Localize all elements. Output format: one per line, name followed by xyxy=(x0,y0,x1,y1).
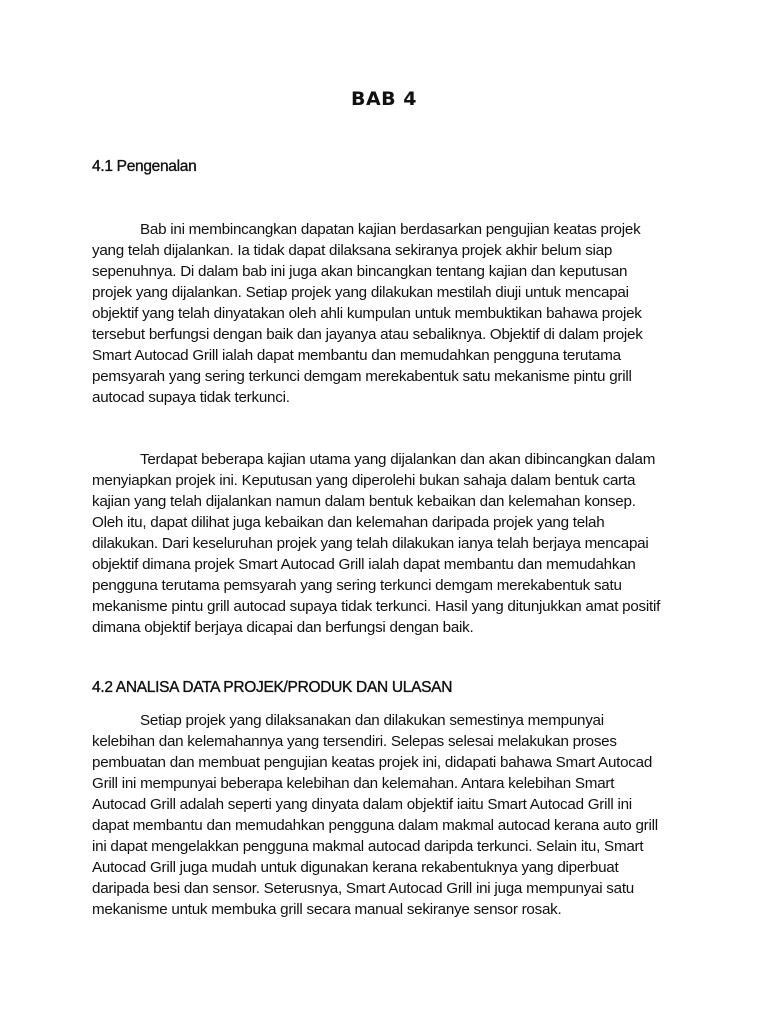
paragraph-line: dapat membantu dan memudahkan pengguna dalam makmal autocad kerana auto grill xyxy=(92,817,658,834)
paragraph-line: Autocad Grill adalah seperti yang dinyata dalam objektif iaitu Smart Autocad Grill ini xyxy=(92,796,632,813)
chapter-title: BAB 4 xyxy=(350,88,417,110)
paragraph-line: objektif yang telah dinyatakan oleh ahli kumpulan untuk membuktikan bahawa projek xyxy=(92,305,642,322)
paragraph-line: pengguna terutama pemsyarah yang sering terkunci demgam merekabentuk satu xyxy=(92,577,622,594)
paragraph-line: Grill ini mempunyai beberapa kelebihan dan kelemahan. Antara kelebihan Smart xyxy=(92,775,615,792)
paragraph-line: Autocad Grill juga mudah untuk digunakan kerana rekabentuknya yang diperbuat xyxy=(92,859,619,876)
paragraph-line: dimana objektif berjaya dicapai dan berfungsi dengan baik. xyxy=(92,619,474,636)
paragraph-line: pembuatan dan membuat pengujian keatas projek ini, didapati bahawa Smart Autocad xyxy=(92,754,653,771)
paragraph-line: menyiapkan projek ini. Keputusan yang diperolehi bukan sahaja dalam bentuk carta xyxy=(92,472,636,489)
paragraph-line: objektif dimana projek Smart Autocad Grill ialah dapat membantu dan memudahkan xyxy=(92,556,636,573)
section-heading-pengenalan: 4.1 Pengenalan xyxy=(92,158,197,175)
paragraph-line: mekanisme pintu grill autocad supaya tidak terkunci. Hasil yang ditunjukkan amat positif xyxy=(92,598,661,615)
paragraph-analysis-1 xyxy=(92,710,672,920)
paragraph-introduction-1 xyxy=(92,219,672,408)
paragraph-introduction-2 xyxy=(92,449,672,638)
paragraph-line: Setiap projek yang dilaksanakan dan dilakukan semestinya mempunyai xyxy=(140,712,604,729)
paragraph-line: Oleh itu, dapat dilihat juga kebaikan dan kelemahan daripada projek yang telah xyxy=(92,514,605,531)
paragraph-line: daripada besi dan sensor. Seterusnya, Smart Autocad Grill ini juga mempunyai satu xyxy=(92,880,634,897)
paragraph-line: Terdapat beberapa kajian utama yang dijalankan dan akan dibincangkan dalam xyxy=(140,451,656,468)
paragraph-line: projek yang dijalankan. Setiap projek yang dilakukan mestilah diuji untuk mencapai xyxy=(92,284,629,301)
paragraph-line: sepenuhnya. Di dalam bab ini juga akan bincangkan tentang kajian dan keputusan xyxy=(92,263,628,280)
paragraph-line: tersebut berfungsi dengan baik dan jayanya atau sebaliknya. Objektif di dalam projek xyxy=(92,326,643,343)
paragraph-line: yang telah dijalankan. Ia tidak dapat dilaksana sekiranya projek akhir belum siap xyxy=(92,242,613,259)
paragraph-line: autocad supaya tidak terkunci. xyxy=(92,389,290,406)
paragraph-line: Bab ini membincangkan dapatan kajian berdasarkan pengujian keatas projek xyxy=(140,221,641,238)
paragraph-line: ini dapat mengelakkan pengguna makmal autocad daripda terkunci. Selain itu, Smart xyxy=(92,838,644,855)
paragraph-line: Smart Autocad Grill ialah dapat membantu dan memudahkan pengguna terutama xyxy=(92,347,621,364)
paragraph-line: pemsyarah yang sering terkunci demgam merekabentuk satu mekanisme pintu grill xyxy=(92,368,632,385)
section-heading-analisa: 4.2 ANALISA DATA PROJEK/PRODUK DAN ULASAN xyxy=(92,679,453,696)
paragraph-line: mekanisme untuk membuka grill secara manual sekiranye sensor rosak. xyxy=(92,901,562,918)
paragraph-line: kajian yang telah dijalankan namun dalam bentuk kebaikan dan kelemahan konsep. xyxy=(92,493,636,510)
paragraph-line: dilakukan. Dari keseluruhan projek yang telah dilakukan ianya telah berjaya mencapai xyxy=(92,535,649,552)
paragraph-line: kelebihan dan kelemahannya yang tersendiri. Selepas selesai melakukan proses xyxy=(92,733,617,750)
